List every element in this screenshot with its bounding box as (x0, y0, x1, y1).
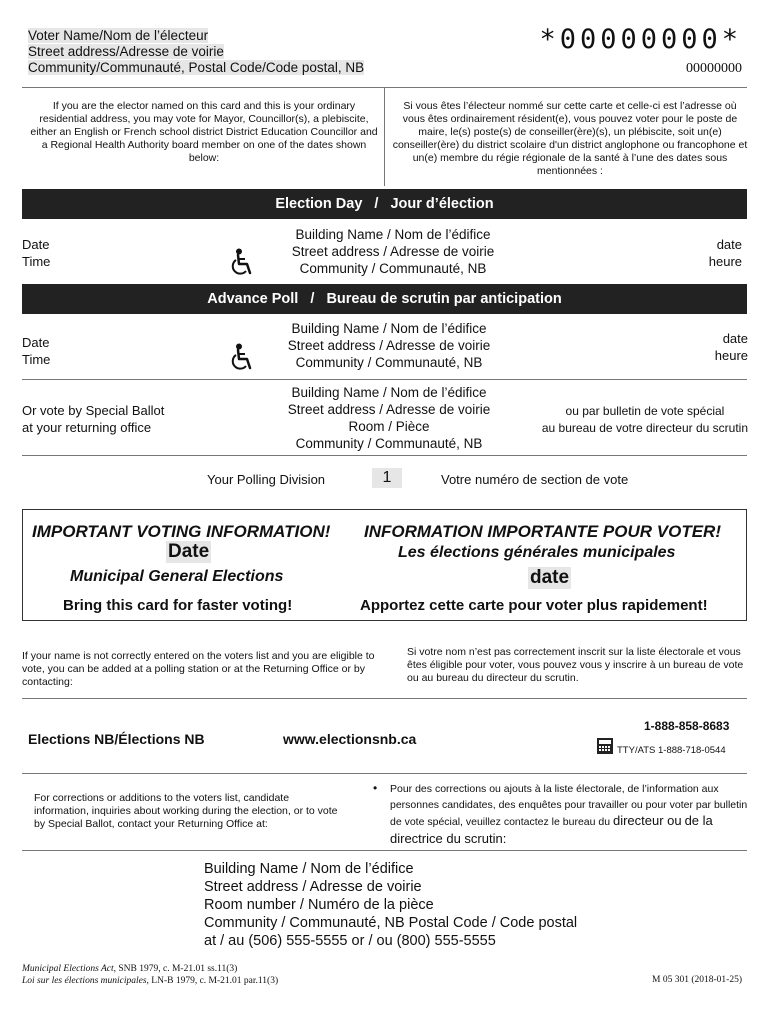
wheelchair-icon (230, 248, 256, 281)
special-ballot-building: Building Name / Nom de l’édifice (291, 385, 487, 400)
voter-name: Voter Name/Nom de l’électeur (28, 28, 209, 43)
corrections-fr-large-1: directeur ou (612, 813, 682, 828)
contact-tty: TTY/ATS 1-888-718-0544 (617, 745, 726, 756)
not-listed-en: If your name is not correctly entered on the voters list and you are eligible to vote, you can be added at a polling station or at the Returning Office or by contacting: (22, 650, 375, 688)
important-subtitle-en: Municipal General Elections (70, 568, 284, 585)
advance-poll-street: Street address / Adresse de voirie (287, 338, 491, 353)
corrections-en: For corrections or additions to the voters list, candidate information, inquiries about working during the election, or to vote by Special Ballot, contact your Returning Office at: (34, 792, 338, 830)
special-ballot-room: Room / Pièce (348, 419, 430, 434)
advance-poll-time-fr: heure (714, 348, 748, 363)
voter-community: Community/Communauté, Postal Code/Code postal, NB (28, 60, 365, 75)
election-day-bar: Election Day / Jour d’élection (22, 189, 747, 219)
corrections-fr-small: Pour des corrections ou ajouts à la liste électorale, de l’information aux personnes candidates, des enquêtes pour travailler ou pour voter par bulletin de vote spécial, veuillez contactez le bureau du (390, 783, 748, 828)
polling-division-label-fr: Votre numéro de section de vote (441, 472, 629, 487)
intro-fr: Si vous êtes l’électeur nommé sur cette carte et celle-ci est l’adresse où vous êtes ordinairement résident(e), vous pouvez voter pour le poste de maire, le(s) poste(s) de conseiller(ère)(s), un plébiscite, soit un(e) conseiller(ère) du district scolaire d'un district anglophone ou francophone et un(e) membre du régie régionale de la santé à l’une des dates sous mentionnées : (392, 100, 748, 177)
contact-website[interactable]: www.electionsnb.ca (283, 731, 417, 747)
voter-street: Street address/Adresse de voirie (28, 44, 224, 59)
special-ballot-community: Community / Communauté, NB (295, 436, 483, 451)
advance-poll-title-fr: Bureau de scrutin par anticipation (326, 291, 562, 307)
advance-poll-building: Building Name / Nom de l’édifice (291, 321, 487, 336)
returning-office-line-3: Room number / Numéro de la pièce (204, 897, 434, 913)
election-day-time-label: Time (22, 254, 51, 269)
intro-en: If you are the elector named on this card and this is your ordinary residential address, you may vote for Mayor, Councillor(s), a plebiscite, either an English or French school district District Education Councillor and a Regional Health Authority board member on one of the dates shown below: (30, 100, 378, 164)
important-date-en: Date (168, 541, 210, 562)
election-day-building: Building Name / Nom de l’édifice (295, 227, 491, 242)
barcode: *00000000* (539, 24, 742, 55)
important-bring-en: Bring this card for faster voting! (63, 597, 293, 614)
returning-office-line-5: at / au (506) 555-5555 or / ou (800) 555-5555 (204, 933, 496, 949)
election-day-community: Community / Communauté, NB (299, 261, 487, 276)
wheelchair-icon (230, 343, 256, 376)
election-day-title-en: Election Day (275, 196, 363, 212)
special-ballot-fr-1: ou par bulletin de vote spécial (565, 404, 725, 418)
polling-division-number: 1 (372, 468, 402, 488)
election-day-date-label: Date (22, 237, 50, 252)
corrections-fr (390, 782, 748, 848)
special-ballot-en-2: at your returning office (22, 420, 152, 435)
returning-office-line-1: Building Name / Nom de l’édifice (204, 861, 414, 877)
polling-division-label-en: Your Polling Division (207, 472, 326, 487)
advance-poll-time-label: Time (22, 352, 51, 367)
advance-poll-date-label: Date (22, 335, 50, 350)
special-ballot-street: Street address / Adresse de voirie (287, 402, 491, 417)
advance-poll-community: Community / Communauté, NB (295, 355, 483, 370)
not-listed-fr: Si votre nom n’est pas correctement inscrit sur la liste électorale et vous êtes éligible pour voter, vous pouvez vous y inscrire à un bureau de vote ou au bureau du directeur du scrutin. (407, 646, 744, 684)
corrections-bullet: • (373, 781, 378, 795)
important-subtitle-fr: Les élections générales municipales (398, 544, 676, 561)
advance-poll-bar: Advance Poll / Bureau de scrutin par anticipation (22, 284, 747, 314)
special-ballot-en-1: Or vote by Special Ballot (22, 403, 165, 418)
important-bring-fr: Apportez cette carte pour voter plus rapidement! (360, 597, 708, 614)
election-day-title-fr: Jour d’élection (390, 196, 494, 212)
footer-citation: Municipal Elections Act, SNB 1979, c. M-21.01 ss.11(3) Loi sur les élections municipales, LN-B 1979, c. M-21.01 par.11(3) (22, 964, 279, 986)
advance-poll-title-en: Advance Poll (207, 291, 299, 307)
contact-phone[interactable]: 1-888-858-8683 (644, 719, 730, 733)
important-title-en: IMPORTANT VOTING INFORMATION! (32, 522, 331, 541)
returning-office-line-2: Street address / Adresse de voirie (204, 879, 422, 895)
returning-office-line-4: Community / Communauté, NB Postal Code / Code postal (204, 915, 578, 931)
form-number: M 05 301 (2018-01-25) (652, 975, 742, 985)
election-day-date-fr: date (716, 237, 742, 252)
important-date-fr: date (530, 567, 570, 588)
election-day-street: Street address / Adresse de voirie (291, 244, 495, 259)
advance-poll-date-fr: date (722, 331, 748, 346)
returning-office-address (204, 860, 577, 950)
intro-divider (384, 88, 385, 186)
important-title-fr: INFORMATION IMPORTANTE POUR VOTER! (364, 522, 721, 541)
special-ballot-fr-2: au bureau de votre directeur du scrutin (541, 421, 748, 435)
tty-icon (596, 737, 614, 760)
corrections-fr-large-2: de la directrice du scrutin: (390, 813, 713, 846)
election-day-time-fr: heure (708, 254, 742, 269)
contact-org: Elections NB/Élections NB (28, 731, 205, 747)
barcode-number: 00000000 (686, 61, 742, 76)
